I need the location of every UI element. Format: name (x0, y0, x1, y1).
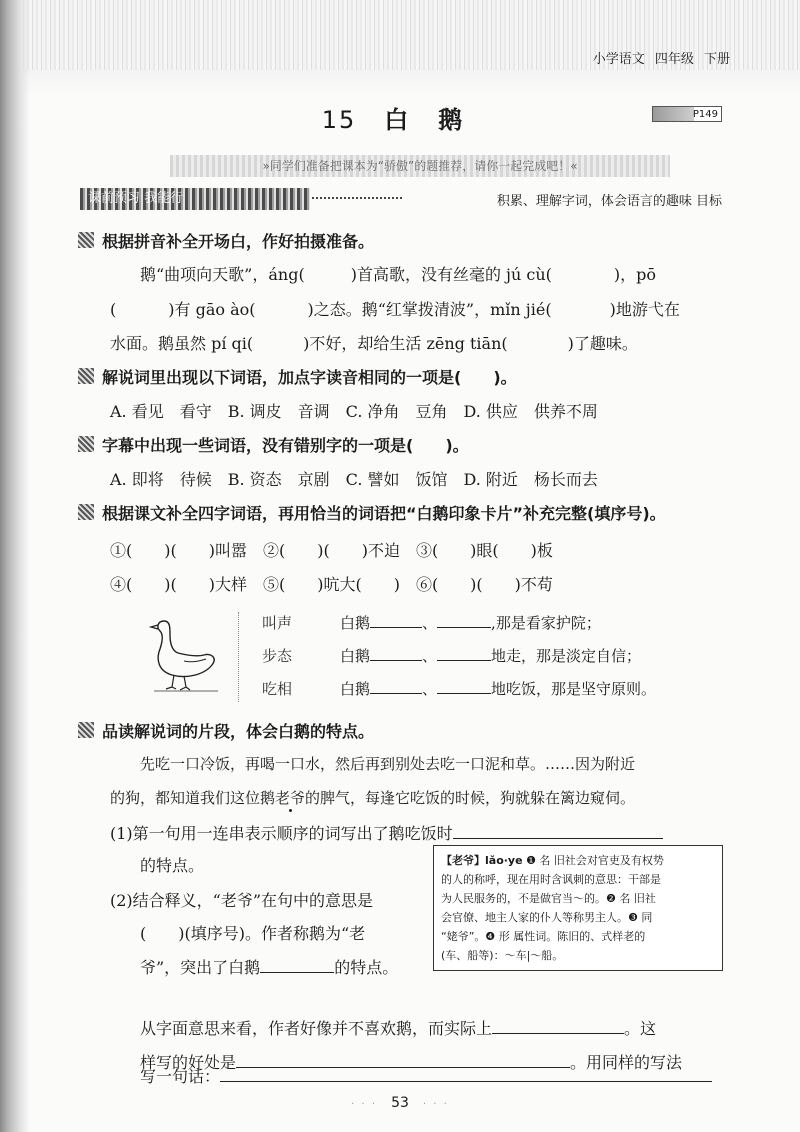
card-separator: 、 (422, 647, 438, 665)
q1-line1-part-b: )首高歌，没有丝毫的 jú cù( (350, 265, 552, 284)
card-end-gait: 地走，那是淡定自信； (491, 647, 642, 665)
q2-options: A. 看见 看守 B. 调皮 音调 C. 净角 豆角 D. 供应 供养不周 (110, 402, 598, 421)
lesson-number: 15 (321, 106, 357, 134)
passage-part-a: 的狗，都知道我们这位鹅 (110, 789, 276, 807)
section-goal: 积累、理解字词，体会语言的趣味 目标 (496, 194, 722, 209)
q1-line3-part-b: )不好，却给生活 zēng tiān( (303, 334, 508, 353)
dict-line-5: “姥爷”。❹ 形 属性词。陈旧的、式样老的 (441, 930, 646, 943)
q4-idiom-row-1: ①( )( )叫嚣 ②( )( )不迫 ③( )眼( )板 (110, 541, 553, 560)
q1-line3-part-c: )了趣味。 (567, 334, 638, 353)
answer-blank[interactable] (370, 613, 422, 628)
q1-line3-part-a: 水面。鹅虽然 pí qi( (110, 334, 254, 353)
q1-line1-part-c: )，pō (613, 265, 657, 284)
title-char-2: 鹅 (438, 106, 465, 134)
passage-part-c: 的脾气，每逢它吃饭的时候，狗就躲在篱边窥伺。 (305, 789, 636, 807)
card-line-eating (262, 678, 656, 699)
sub3-text-b: 。这 (624, 1019, 657, 1038)
dict-line-3: 为人民服务的，不是做官当～的。❷ 名 旧社 (441, 892, 656, 905)
sub4-text-a: 样写的好处是 (140, 1053, 237, 1072)
answer-blank[interactable] (260, 958, 334, 973)
q4-idiom-row-2: ④( )( )大样 ⑤( )吭大( ) ⑥( )( )不苟 (110, 575, 553, 594)
question-3-title: 字幕中出现一些词语，没有错别字的一项是( )。 (102, 436, 469, 455)
q5-sub-2-line-1: (2)结合释义，“老爷”在句中的意思是 (110, 891, 374, 910)
q1-line-1 (140, 262, 656, 285)
card-label-eating: 吃相 (262, 680, 293, 698)
dict-line-4: 会官僚、地主人家的仆人等称男主人。❸ 同 (441, 911, 653, 924)
title-char-1: 白 (384, 106, 411, 134)
q1-line2-part-b: )有 gāo ào( (168, 300, 256, 319)
q5-sub-3 (140, 1016, 656, 1039)
answer-blank[interactable] (220, 1067, 712, 1082)
q1-line2-part-d: )地游弋在 (609, 300, 680, 319)
card-label-voice: 叫声 (262, 614, 293, 632)
page-reference-tag: P149 (652, 106, 722, 122)
question-5-marker (78, 722, 94, 738)
question-1-marker (78, 232, 94, 248)
q1-line1-part-a: 鹅“曲项向天歌”，áng( (140, 265, 305, 284)
section-divider (312, 197, 402, 199)
dict-line-1: ❶ 名 旧社会对官吏及有权势 (526, 854, 664, 867)
card-label-gait: 步态 (262, 647, 293, 665)
passage-dotted-word: 老爷 (275, 789, 306, 807)
goose-illustration (148, 613, 224, 693)
sub2-text-c: 爷”，突出了白鹅 (140, 958, 261, 977)
question-3-marker (78, 436, 94, 452)
question-1-title: 根据拼音补全开场白，作好拍摄准备。 (102, 232, 375, 251)
sub1-text: (1)第一句用一连串表示顺序的词写出了鹅吃饭时 (110, 824, 453, 843)
book-meta: 小学语文 四年级 下册 (592, 52, 730, 67)
q5-sub-1 (110, 821, 663, 844)
dict-headword: 【老爷】lǎo·ye (441, 854, 523, 867)
answer-blank[interactable] (453, 824, 663, 839)
q5-sub-2-line-2: ( )(填序号)。作者称鹅为“老 (140, 924, 366, 943)
card-prefix: 白鹅 (340, 614, 371, 632)
q1-line2-part-c: )之态。鹅“红掌拨清波”，mǐn jié( (307, 300, 552, 319)
sub5-text: 写一句话： (140, 1067, 221, 1086)
card-end-eating: 地吃饭，那是坚守原则。 (491, 680, 657, 698)
q1-line2-part-a: ( (110, 300, 117, 319)
answer-blank[interactable] (370, 646, 422, 661)
sub4-text-b: 。用同样的写法 (570, 1053, 683, 1072)
card-line-gait (262, 645, 641, 666)
q3-options: A. 即将 待候 B. 资态 京剧 C. 譬如 饭馆 D. 附近 杨长而去 (110, 470, 598, 489)
q5-passage-line-2 (110, 787, 635, 808)
page-footer (0, 1095, 800, 1111)
q5-sub-1-end: 的特点。 (140, 856, 205, 875)
sub2-text-d: 的特点。 (334, 958, 399, 977)
answer-blank[interactable] (437, 646, 491, 661)
answer-blank[interactable] (437, 613, 491, 628)
card-line-voice (262, 612, 601, 633)
section-label: 课前预习 我能行 (80, 188, 310, 210)
card-prefix: 白鹅 (340, 680, 371, 698)
q5-passage-line-1: 先吃一口冷饭，再喝一口水，然后再到别处去吃一口泥和草。……因为附近 (140, 755, 636, 773)
dict-line-6: (车、船等)：～车|～船。 (441, 949, 564, 962)
intro-banner: »同学们准备把课本为“骄傲”的题推荐，请你一起完成吧！« (170, 155, 670, 177)
answer-blank[interactable] (492, 1019, 624, 1034)
question-4-title: 根据课文补全四字词语，再用恰当的词语把“白鹅印象卡片”补充完整(填序号)。 (102, 504, 666, 523)
card-prefix: 白鹅 (340, 647, 371, 665)
footer-ornament-left: · · · (351, 1099, 378, 1110)
answer-blank[interactable] (437, 679, 491, 694)
card-separator: 、 (422, 680, 438, 698)
card-end-voice: ,那是看家护院； (491, 614, 601, 632)
footer-ornament-right: · · · (422, 1099, 449, 1110)
q5-sub-5-final (140, 1064, 712, 1087)
question-4-marker (78, 504, 94, 520)
q1-line-2 (110, 297, 680, 320)
q5-sub-2-line-3 (140, 955, 398, 978)
page-number: 53 (391, 1095, 409, 1111)
q1-line-3 (110, 331, 638, 354)
answer-blank[interactable] (370, 679, 422, 694)
scan-left-edge (0, 0, 30, 1132)
dict-line-2: 的人的称呼，现在用时含讽刺的意思：干部是 (441, 873, 661, 886)
sub3-text-a: 从字面意思来看，作者好像并不喜欢鹅，而实际上 (140, 1019, 493, 1038)
card-separator: 、 (422, 614, 438, 632)
question-5-title: 品读解说词的片段，体会白鹅的特点。 (102, 722, 375, 741)
question-2-marker (78, 368, 94, 384)
question-2-title: 解说词里出现以下词语，加点字读音相同的一项是( )。 (102, 368, 517, 387)
dictionary-entry-box (433, 845, 723, 971)
